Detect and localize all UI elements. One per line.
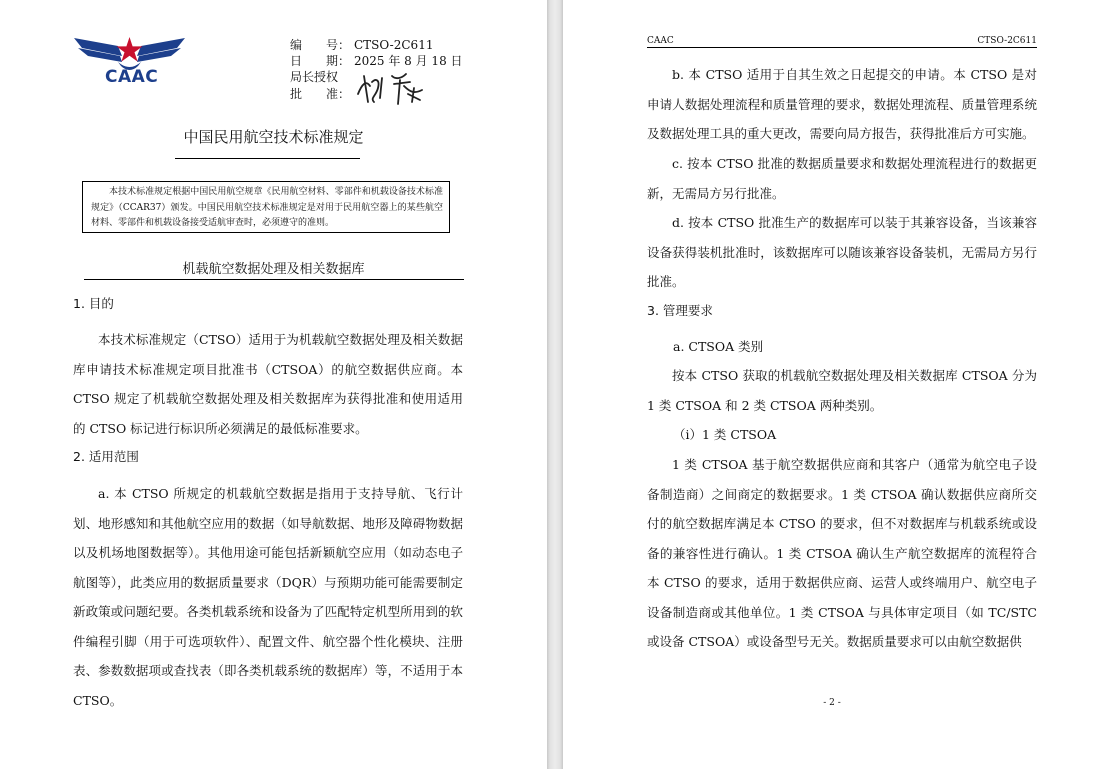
handwritten-signature bbox=[352, 68, 428, 108]
notice-box: 本技术标准规定根据中国民用航空规章《民用航空材料、零部件和机载设备技术标准规定》（CCAR37）颁发。中国民用航空技术标准规定是对用于民用航空器上的某些航空材料、零部件和机载设备接受适航审查时，必须遵守的准则。 bbox=[82, 181, 450, 233]
scope-paragraph-c: c. 按本 CTSO 批准的数据质量要求和数据处理流程进行的数据更新，无需局方另行批准。 bbox=[647, 156, 1037, 201]
document-page-2 bbox=[563, 0, 1101, 769]
document-page-1 bbox=[0, 0, 547, 769]
title-underline bbox=[175, 158, 360, 159]
meta-authorization bbox=[290, 69, 354, 85]
meta-date bbox=[290, 53, 463, 69]
main-title: 中国民用航空技术标准规定 bbox=[183, 128, 364, 146]
section-heading-purpose: 1. 目的 bbox=[73, 296, 114, 311]
scope-paragraph-a: a. 本 CTSO 所规定的机载航空数据是指用于支持导航、飞行计划、地形感知和其他航空应用的数据（如导航数据、地形及障碍物数据以及机场地图数据等）。其他用途可能包括新颖航空应用（如动态电子航图等），此类应用的数据质量要求（DQR）与预期功能可能需要制定新政策或问题纪要。各类机载系统和设备为了匹配特定机型所用到的软件编程引脚（用于可选项软件）、配置文件、航空器个性化模块、注册表、参数数据项或查找表（即各类机载系统的数据库）等，不适用于本 CTSO。 bbox=[73, 486, 463, 708]
class-1-paragraph: 1 类 CTSOA 基于航空数据供应商和其客户（通常为航空电子设备制造商）之间商定的数据要求。1 类 CTSOA 确认数据供应商所交付的航空数据库满足本 CTSO 的要求，但不对数据库与机载系统或设备的兼容性进行确认。1 类 CTSOA 确认生产航空数据库的流程符合本 CTSO 的要求，适用于数据供应商、运营人或终端用户、航空电子设备制造商或其他单位。1 类 CTSOA 与具体审定项目（如 TC/STC 或设备 CTSOA）或设备型号无关。数据质量要求可以由航空数据供 bbox=[647, 457, 1037, 649]
scope-paragraph-d: d. 按本 CTSO 批准生产的数据库可以装于其兼容设备，当该兼容设备获得装机批准时，该数据库可以随该兼容设备装机，无需局方另行批准。 bbox=[647, 215, 1037, 289]
meta-value: 2025 年 8 月 18 日 bbox=[354, 54, 463, 68]
page-number: - 2 - bbox=[823, 698, 841, 708]
caac-logo bbox=[72, 34, 187, 88]
meta-label: 局长授权 bbox=[290, 70, 339, 84]
running-header-left: CAAC bbox=[647, 36, 674, 46]
section-heading-admin: 3. 管理要求 bbox=[647, 303, 713, 318]
ctsoa-class-paragraph: 按本 CTSO 获取的机载航空数据处理及相关数据库 CTSOA 分为 1 类 CTSOA 和 2 类 CTSOA 两种类别。 bbox=[647, 368, 1037, 413]
meta-label: 日 期： bbox=[290, 54, 351, 68]
purpose-paragraph: 本技术标准规定（CTSO）适用于为机载航空数据处理及相关数据库申请技术标准规定项目批准书（CTSOA）的航空数据供应商。本 CTSO 规定了机载航空数据处理及相关数据库为获得批准和使用适用的 CTSO 标记进行标识所必须满足的最低标准要求。 bbox=[73, 332, 463, 436]
meta-approval bbox=[290, 86, 354, 102]
logo-text: CAAC bbox=[105, 67, 159, 87]
subsection-heading-class-1: （ⅰ）1 类 CTSOA bbox=[673, 427, 777, 442]
subsection-heading-ctsoa-class: a. CTSOA 类别 bbox=[673, 339, 764, 354]
running-header-right: CTSO-2C611 bbox=[977, 36, 1037, 46]
scope-paragraph-b: b. 本 CTSO 适用于自其生效之日起提交的申请。本 CTSO 是对申请人数据处理流程和质量管理的要求，数据处理流程、质量管理系统及数据处理工具的重大更改，需要向局方报告，获得批准后方可实施。 bbox=[647, 67, 1037, 141]
document-title: 机载航空数据处理及相关数据库 bbox=[182, 262, 365, 277]
meta-number bbox=[290, 37, 433, 53]
doc-title-rule bbox=[84, 279, 464, 280]
meta-label: 编 号： bbox=[290, 38, 351, 52]
meta-value: CTSO-2C611 bbox=[354, 38, 434, 52]
running-header-rule bbox=[647, 47, 1037, 48]
meta-label: 批 准： bbox=[290, 87, 351, 101]
page-gutter bbox=[547, 0, 563, 769]
section-heading-scope: 2. 适用范围 bbox=[73, 449, 139, 464]
